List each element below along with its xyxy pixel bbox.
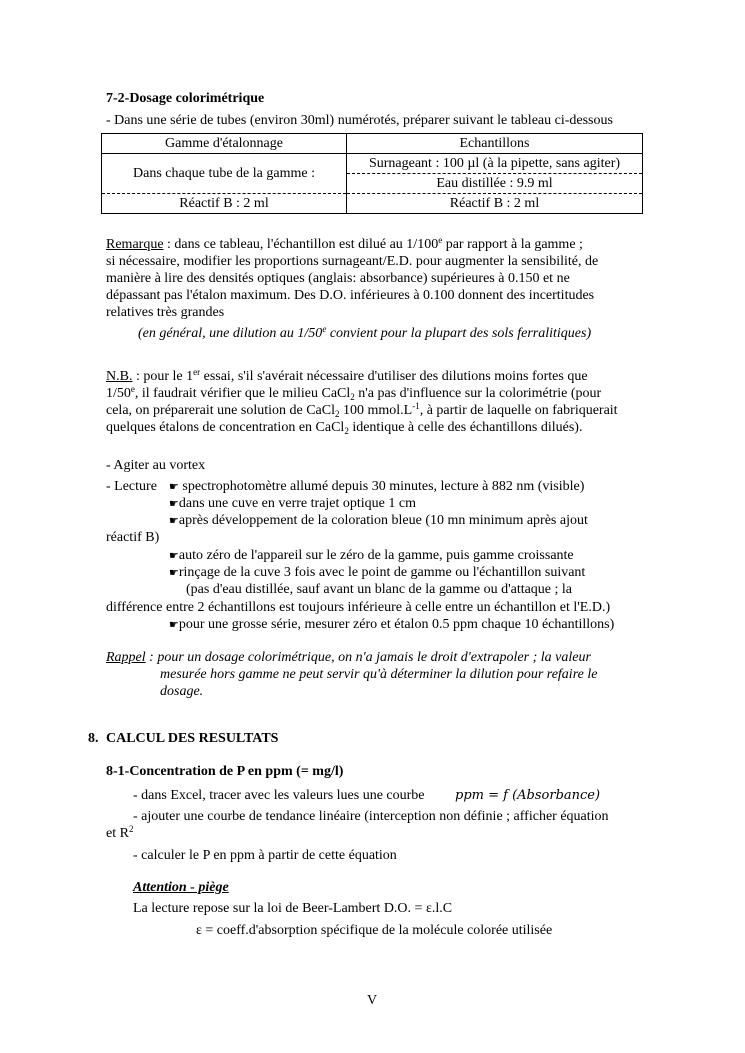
table-cell-reactif-echantillons: Réactif B : 2 ml [347,194,643,214]
lecture-item-3: ☛après développement de la coloration bleue (10 mn minimum après ajout [169,513,588,528]
pointing-hand-icon: ☛ [169,618,179,631]
rappel-line-1: Rappel : pour un dosage colorimétrique, on n'a jamais le droit d'extrapoler ; la valeur [106,650,591,665]
lecture-item-3-cont: réactif B) [106,530,160,545]
remarque-line-1: Remarque : dans ce tableau, l'échantillon est dilué au 1/100e par rapport à la gamme ; [106,235,583,252]
calc-item-2-cont: et $R^2$ [106,824,134,841]
lecture-label: - Lecture [106,479,157,494]
pointing-hand-icon: ☛ [169,497,179,510]
pointing-hand-icon: ☛ [169,566,179,579]
lecture-item-5: ☛rinçage de la cuve 3 fois avec le point de gamme ou l'échantillon suivant [169,565,586,580]
pointing-hand-icon: ☛ [169,480,179,493]
pointing-hand-icon: ☛ [169,514,179,527]
beer-lambert-text: La lecture repose sur la loi de Beer-Lambert D.O. = ε.l.C [133,901,453,916]
page-number: V [367,993,378,1008]
remarque-line-3: manière à lire des densités optiques (anglais: absorbance) supérieures à 0.150 et ne [106,271,570,286]
table-cell-surnageant: Surnageant : 100 µl (à la pipette, sans agiter) [347,154,643,174]
section-8-1-title: 8-1-Concentration de P en ppm (= mg/l) [106,764,344,779]
section-8-title: CALCUL DES RESULTATS [106,731,279,746]
remarque-label: Remarque [106,237,164,252]
calc-item-1: - dans Excel, tracer avec les valeurs lues une courbe [133,788,425,803]
lecture-item-5-cont-2: différence entre 2 échantillons est toujours inférieure à celle entre un échantillon et l'E.D.) [106,600,611,615]
table-cell-gamme-tube: Dans chaque tube de la gamme : [102,154,347,194]
rappel-line-3: dosage. [160,684,204,699]
formula-ppm: ppm = f (Absorbance) [455,788,601,803]
remarque-note: (en général, une dilution au 1/50e convient pour la plupart des sols ferralitiques) [138,324,592,341]
remarque-line-5: relatives très grandes [106,305,225,320]
table-cell-reactif-gamme: Réactif B : 2 ml [102,194,347,214]
remarque-line-2: si nécessaire, modifier les proportions surnageant/E.D. pour augmenter la sensibilité, de [106,254,599,269]
preparation-table [101,133,643,214]
nb-line-4: quelques étalons de concentration en CaCl$_2$ identique à celle des échantillons dilués). [106,420,583,436]
table-head-gamme: Gamme d'étalonnage [102,134,347,154]
nb-line-2: 1/50e, il faudrait vérifier que le milieu CaCl$_2$ n'a pas d'influence sur la colorimétrie (pour [106,384,602,402]
lecture-item-4: ☛auto zéro de l'appareil sur le zéro de la gamme, puis gamme croissante [169,548,574,563]
lecture-item-6: ☛pour une grosse série, mesurer zéro et étalon 0.5 ppm chaque 10 échantillons) [169,617,615,632]
pointing-hand-icon: ☛ [169,549,179,562]
attention-heading: Attention - piège [133,880,229,895]
section-7-2-title: 7-2-Dosage colorimétrique [106,91,265,106]
lecture-item-5-cont: (pas d'eau distillée, sauf avant un blanc de la gamme ou d'attaque ; la [186,582,573,597]
rappel-line-2: mesurée hors gamme ne peut servir qu'à déterminer la dilution pour refaire le [160,667,598,682]
remarque-line-4: dépassant pas l'étalon maximum. Des D.O. inférieures à 0.100 donnent des incertitudes [106,288,595,303]
nb-line-3: cela, on préparerait une solution de CaCl$_2$ 100 $mmol.L^{-1}$, à partir de laquelle on fabriquerait [106,401,618,419]
lecture-item-1: ☛ spectrophotomètre allumé depuis 30 minutes, lecture à 882 nm (visible) [169,479,585,494]
section-8-number: 8. [88,731,99,746]
epsilon-definition: ε = coeff.d'absorption spécifique de la molécule colorée utilisée [196,923,553,938]
agiter-text: - Agiter au vortex [106,458,206,473]
calc-item-2: - ajouter une courbe de tendance linéaire (interception non définie ; afficher équation [133,809,609,824]
intro-text: - Dans une série de tubes (environ 30ml) numérotés, préparer suivant le tableau ci-dessous [106,113,613,128]
rappel-label: Rappel [106,650,146,665]
table-head-echantillons: Echantillons [347,134,643,154]
calc-item-3: - calculer le P en ppm à partir de cette équation [133,848,397,863]
table-cell-eau-distillee: Eau distillée : 9.9 ml [347,174,643,194]
nb-label: N.B. [106,369,133,384]
lecture-item-2: ☛dans une cuve en verre trajet optique 1 cm [169,496,416,511]
nb-line-1: N.B. : pour le 1er essai, s'il s'avérait nécessaire d'utiliser des dilutions moins fortes que [106,367,588,384]
